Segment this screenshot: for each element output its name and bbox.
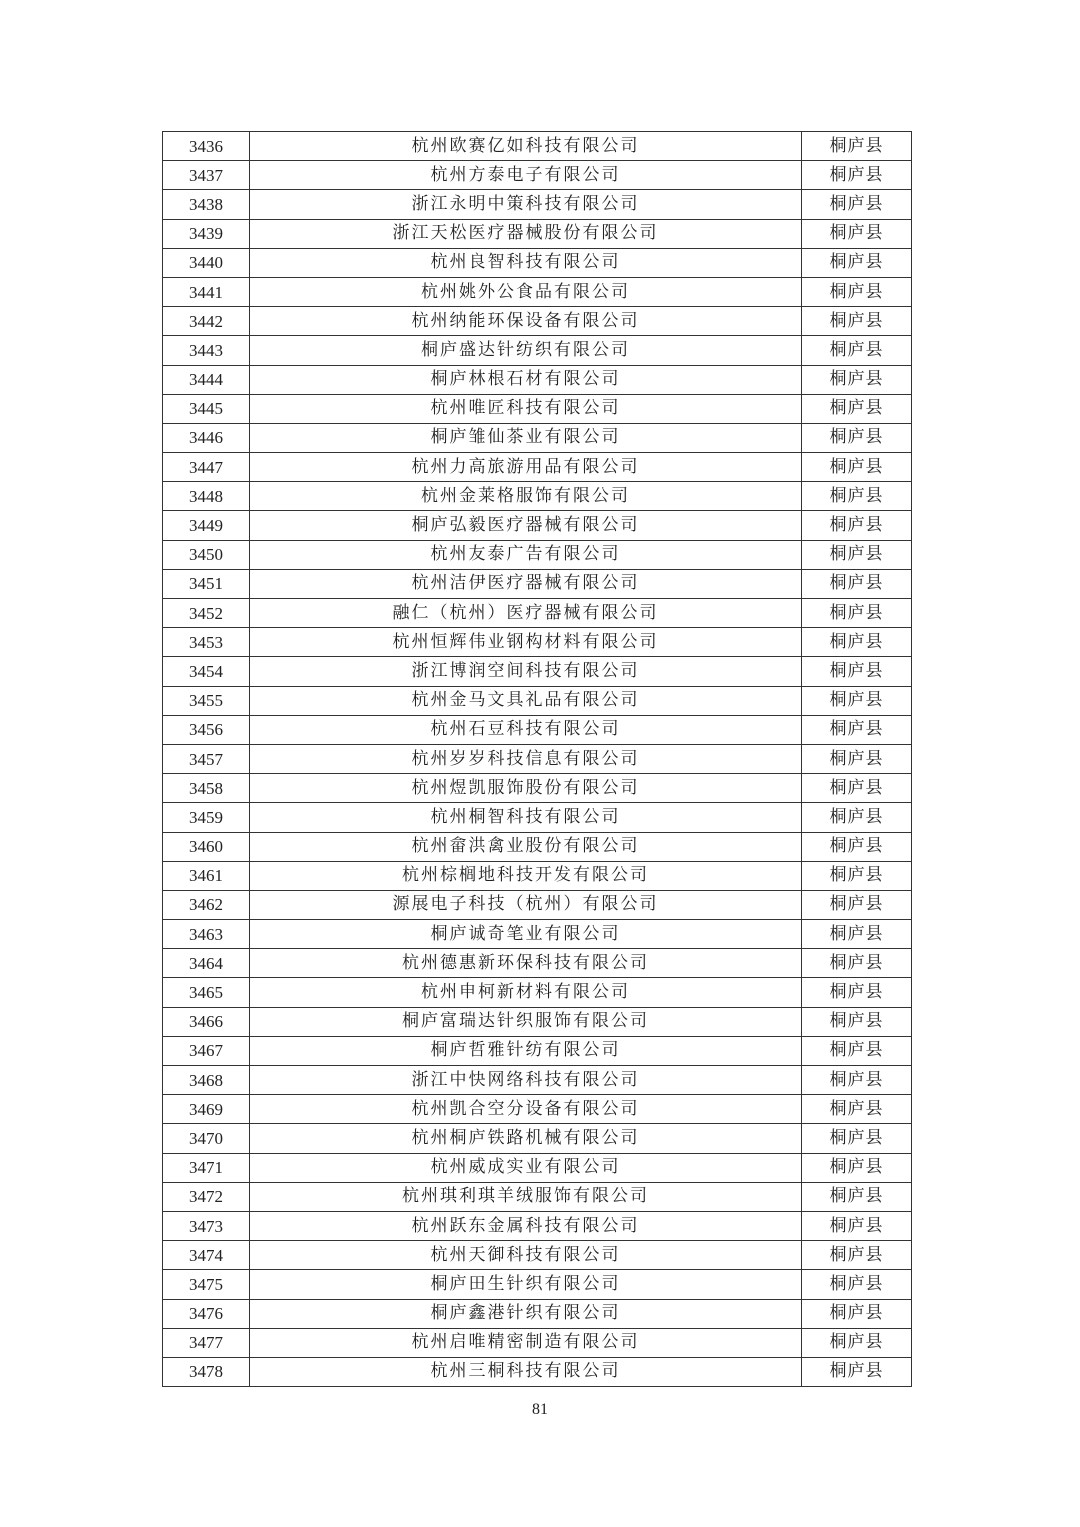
region-cell: 桐庐县 bbox=[802, 1211, 912, 1240]
row-number-cell: 3456 bbox=[163, 715, 250, 744]
company-name-cell: 杭州凯合空分设备有限公司 bbox=[250, 1095, 802, 1124]
row-number-cell: 3439 bbox=[163, 219, 250, 248]
table-row bbox=[163, 628, 912, 657]
table-row bbox=[163, 715, 912, 744]
company-name-cell: 杭州畲洪禽业股份有限公司 bbox=[250, 832, 802, 861]
table-row bbox=[163, 832, 912, 861]
table-row bbox=[163, 1124, 912, 1153]
company-name-cell: 杭州天御科技有限公司 bbox=[250, 1241, 802, 1270]
row-number-cell: 3472 bbox=[163, 1182, 250, 1211]
row-number-cell: 3444 bbox=[163, 365, 250, 394]
row-number-cell: 3478 bbox=[163, 1357, 250, 1386]
row-number-cell: 3436 bbox=[163, 132, 250, 161]
table-row bbox=[163, 365, 912, 394]
region-cell: 桐庐县 bbox=[802, 744, 912, 773]
row-number-cell: 3442 bbox=[163, 307, 250, 336]
region-cell: 桐庐县 bbox=[802, 511, 912, 540]
company-name-cell: 杭州棕榈地科技开发有限公司 bbox=[250, 861, 802, 890]
table-row bbox=[163, 599, 912, 628]
company-name-cell: 源展电子科技（杭州）有限公司 bbox=[250, 890, 802, 919]
company-name-cell: 浙江永明中策科技有限公司 bbox=[250, 190, 802, 219]
row-number-cell: 3447 bbox=[163, 453, 250, 482]
row-number-cell: 3471 bbox=[163, 1153, 250, 1182]
table-row bbox=[163, 1357, 912, 1386]
company-name-cell: 桐庐鑫港针织有限公司 bbox=[250, 1299, 802, 1328]
table-row bbox=[163, 482, 912, 511]
table-row bbox=[163, 861, 912, 890]
row-number-cell: 3477 bbox=[163, 1328, 250, 1357]
row-number-cell: 3437 bbox=[163, 161, 250, 190]
row-number-cell: 3458 bbox=[163, 774, 250, 803]
company-name-cell: 杭州金马文具礼品有限公司 bbox=[250, 686, 802, 715]
table-row bbox=[163, 511, 912, 540]
table-row bbox=[163, 132, 912, 161]
region-cell: 桐庐县 bbox=[802, 394, 912, 423]
table-row bbox=[163, 1328, 912, 1357]
region-cell: 桐庐县 bbox=[802, 1328, 912, 1357]
company-name-cell: 杭州唯匠科技有限公司 bbox=[250, 394, 802, 423]
region-cell: 桐庐县 bbox=[802, 1357, 912, 1386]
row-number-cell: 3440 bbox=[163, 248, 250, 277]
table-row bbox=[163, 1095, 912, 1124]
company-name-cell: 杭州德惠新环保科技有限公司 bbox=[250, 949, 802, 978]
table-row bbox=[163, 949, 912, 978]
region-cell: 桐庐县 bbox=[802, 248, 912, 277]
row-number-cell: 3469 bbox=[163, 1095, 250, 1124]
company-name-cell: 杭州申柯新材料有限公司 bbox=[250, 978, 802, 1007]
table-row bbox=[163, 1270, 912, 1299]
table-row bbox=[163, 803, 912, 832]
row-number-cell: 3443 bbox=[163, 336, 250, 365]
company-name-cell: 杭州金莱格服饰有限公司 bbox=[250, 482, 802, 511]
region-cell: 桐庐县 bbox=[802, 803, 912, 832]
company-name-cell: 桐庐弘毅医疗器械有限公司 bbox=[250, 511, 802, 540]
row-number-cell: 3461 bbox=[163, 861, 250, 890]
region-cell: 桐庐县 bbox=[802, 657, 912, 686]
table-row bbox=[163, 1007, 912, 1036]
region-cell: 桐庐县 bbox=[802, 978, 912, 1007]
company-name-cell: 融仁（杭州）医疗器械有限公司 bbox=[250, 599, 802, 628]
row-number-cell: 3475 bbox=[163, 1270, 250, 1299]
row-number-cell: 3451 bbox=[163, 569, 250, 598]
table-row bbox=[163, 890, 912, 919]
table-row bbox=[163, 1211, 912, 1240]
company-name-cell: 杭州良智科技有限公司 bbox=[250, 248, 802, 277]
region-cell: 桐庐县 bbox=[802, 686, 912, 715]
table-row bbox=[163, 774, 912, 803]
row-number-cell: 3445 bbox=[163, 394, 250, 423]
page-number: 81 bbox=[532, 1401, 548, 1418]
company-name-cell: 桐庐田生针织有限公司 bbox=[250, 1270, 802, 1299]
company-name-cell: 杭州跃东金属科技有限公司 bbox=[250, 1211, 802, 1240]
region-cell: 桐庐县 bbox=[802, 920, 912, 949]
region-cell: 桐庐县 bbox=[802, 1066, 912, 1095]
company-name-cell: 杭州力高旅游用品有限公司 bbox=[250, 453, 802, 482]
company-name-cell: 桐庐雏仙茶业有限公司 bbox=[250, 423, 802, 452]
table-row bbox=[163, 540, 912, 569]
region-cell: 桐庐县 bbox=[802, 949, 912, 978]
company-name-cell: 桐庐盛达针纺织有限公司 bbox=[250, 336, 802, 365]
row-number-cell: 3465 bbox=[163, 978, 250, 1007]
region-cell: 桐庐县 bbox=[802, 715, 912, 744]
company-name-cell: 杭州洁伊医疗器械有限公司 bbox=[250, 569, 802, 598]
region-cell: 桐庐县 bbox=[802, 365, 912, 394]
company-name-cell: 浙江中快网络科技有限公司 bbox=[250, 1066, 802, 1095]
region-cell: 桐庐县 bbox=[802, 1007, 912, 1036]
table-row bbox=[163, 569, 912, 598]
row-number-cell: 3450 bbox=[163, 540, 250, 569]
table-row bbox=[163, 336, 912, 365]
table-row bbox=[163, 1036, 912, 1065]
table-row bbox=[163, 978, 912, 1007]
region-cell: 桐庐县 bbox=[802, 569, 912, 598]
table-row bbox=[163, 744, 912, 773]
table-row bbox=[163, 190, 912, 219]
region-cell: 桐庐县 bbox=[802, 599, 912, 628]
company-name-cell: 桐庐诚奇笔业有限公司 bbox=[250, 920, 802, 949]
region-cell: 桐庐县 bbox=[802, 540, 912, 569]
company-name-cell: 杭州桐庐铁路机械有限公司 bbox=[250, 1124, 802, 1153]
row-number-cell: 3457 bbox=[163, 744, 250, 773]
table-row bbox=[163, 920, 912, 949]
table-row bbox=[163, 686, 912, 715]
row-number-cell: 3474 bbox=[163, 1241, 250, 1270]
row-number-cell: 3441 bbox=[163, 277, 250, 306]
company-name-cell: 杭州煜凯服饰股份有限公司 bbox=[250, 774, 802, 803]
company-name-cell: 杭州石豆科技有限公司 bbox=[250, 715, 802, 744]
table-row bbox=[163, 277, 912, 306]
table-row bbox=[163, 1153, 912, 1182]
region-cell: 桐庐县 bbox=[802, 161, 912, 190]
table-row bbox=[163, 394, 912, 423]
table-row bbox=[163, 161, 912, 190]
region-cell: 桐庐县 bbox=[802, 423, 912, 452]
company-name-cell: 杭州威成实业有限公司 bbox=[250, 1153, 802, 1182]
company-name-cell: 杭州方泰电子有限公司 bbox=[250, 161, 802, 190]
region-cell: 桐庐县 bbox=[802, 1241, 912, 1270]
table-row bbox=[163, 453, 912, 482]
row-number-cell: 3462 bbox=[163, 890, 250, 919]
company-name-cell: 浙江博润空间科技有限公司 bbox=[250, 657, 802, 686]
row-number-cell: 3448 bbox=[163, 482, 250, 511]
row-number-cell: 3446 bbox=[163, 423, 250, 452]
region-cell: 桐庐县 bbox=[802, 774, 912, 803]
row-number-cell: 3459 bbox=[163, 803, 250, 832]
table-row bbox=[163, 423, 912, 452]
table-row bbox=[163, 1241, 912, 1270]
company-name-cell: 杭州纳能环保设备有限公司 bbox=[250, 307, 802, 336]
row-number-cell: 3464 bbox=[163, 949, 250, 978]
row-number-cell: 3468 bbox=[163, 1066, 250, 1095]
region-cell: 桐庐县 bbox=[802, 1299, 912, 1328]
region-cell: 桐庐县 bbox=[802, 277, 912, 306]
region-cell: 桐庐县 bbox=[802, 190, 912, 219]
company-name-cell: 杭州恒辉伟业钢构材料有限公司 bbox=[250, 628, 802, 657]
company-table-body bbox=[163, 132, 912, 1387]
company-name-cell: 桐庐哲雅针纺有限公司 bbox=[250, 1036, 802, 1065]
company-table bbox=[162, 131, 912, 1387]
region-cell: 桐庐县 bbox=[802, 132, 912, 161]
company-name-cell: 杭州岁岁科技信息有限公司 bbox=[250, 744, 802, 773]
row-number-cell: 3453 bbox=[163, 628, 250, 657]
table-row bbox=[163, 1066, 912, 1095]
company-name-cell: 桐庐林根石材有限公司 bbox=[250, 365, 802, 394]
row-number-cell: 3470 bbox=[163, 1124, 250, 1153]
region-cell: 桐庐县 bbox=[802, 219, 912, 248]
company-name-cell: 桐庐富瑞达针织服饰有限公司 bbox=[250, 1007, 802, 1036]
region-cell: 桐庐县 bbox=[802, 1153, 912, 1182]
company-name-cell: 杭州友泰广告有限公司 bbox=[250, 540, 802, 569]
table-row bbox=[163, 248, 912, 277]
region-cell: 桐庐县 bbox=[802, 1036, 912, 1065]
row-number-cell: 3463 bbox=[163, 920, 250, 949]
region-cell: 桐庐县 bbox=[802, 832, 912, 861]
row-number-cell: 3449 bbox=[163, 511, 250, 540]
company-name-cell: 浙江天松医疗器械股份有限公司 bbox=[250, 219, 802, 248]
region-cell: 桐庐县 bbox=[802, 861, 912, 890]
row-number-cell: 3466 bbox=[163, 1007, 250, 1036]
company-name-cell: 杭州琪利琪羊绒服饰有限公司 bbox=[250, 1182, 802, 1211]
company-name-cell: 杭州启唯精密制造有限公司 bbox=[250, 1328, 802, 1357]
region-cell: 桐庐县 bbox=[802, 1095, 912, 1124]
region-cell: 桐庐县 bbox=[802, 1124, 912, 1153]
region-cell: 桐庐县 bbox=[802, 890, 912, 919]
row-number-cell: 3438 bbox=[163, 190, 250, 219]
table-row bbox=[163, 657, 912, 686]
company-name-cell: 杭州姚外公食品有限公司 bbox=[250, 277, 802, 306]
region-cell: 桐庐县 bbox=[802, 628, 912, 657]
row-number-cell: 3473 bbox=[163, 1211, 250, 1240]
company-name-cell: 杭州三桐科技有限公司 bbox=[250, 1357, 802, 1386]
row-number-cell: 3476 bbox=[163, 1299, 250, 1328]
region-cell: 桐庐县 bbox=[802, 453, 912, 482]
row-number-cell: 3460 bbox=[163, 832, 250, 861]
row-number-cell: 3452 bbox=[163, 599, 250, 628]
table-row bbox=[163, 1182, 912, 1211]
row-number-cell: 3454 bbox=[163, 657, 250, 686]
region-cell: 桐庐县 bbox=[802, 307, 912, 336]
company-name-cell: 杭州欧赛亿如科技有限公司 bbox=[250, 132, 802, 161]
region-cell: 桐庐县 bbox=[802, 1182, 912, 1211]
region-cell: 桐庐县 bbox=[802, 1270, 912, 1299]
region-cell: 桐庐县 bbox=[802, 482, 912, 511]
region-cell: 桐庐县 bbox=[802, 336, 912, 365]
table-row bbox=[163, 1299, 912, 1328]
table-row bbox=[163, 219, 912, 248]
company-name-cell: 杭州桐智科技有限公司 bbox=[250, 803, 802, 832]
row-number-cell: 3455 bbox=[163, 686, 250, 715]
table-row bbox=[163, 307, 912, 336]
row-number-cell: 3467 bbox=[163, 1036, 250, 1065]
